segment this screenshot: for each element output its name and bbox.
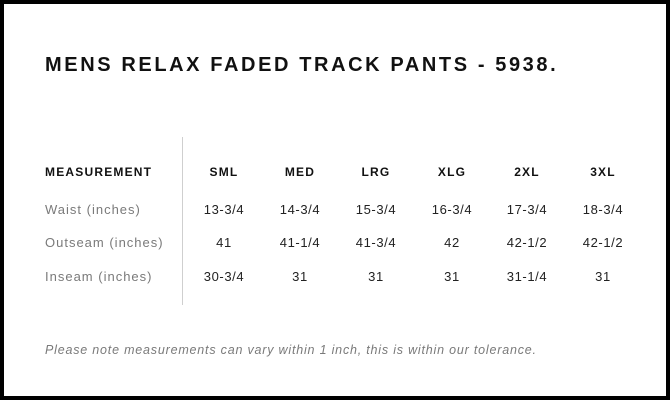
row-label: Waist (inches) — [45, 202, 141, 217]
table-cell: 17-3/4 — [506, 202, 548, 217]
header-size-sml: SML — [209, 165, 239, 179]
header-size-2xl: 2XL — [514, 165, 540, 179]
table-row-inseam — [4, 267, 666, 287]
table-cell: 15-3/4 — [355, 202, 397, 217]
table-row-waist — [4, 200, 666, 220]
header-size-med: MED — [284, 165, 316, 179]
table-cell: 31 — [368, 269, 384, 284]
table-cell: 30-3/4 — [203, 269, 245, 284]
tolerance-note: Please note measurements can vary within 1 inch, this is within our tolerance. — [45, 343, 537, 357]
table-cell: 42-1/2 — [582, 235, 624, 250]
table-row-outseam — [4, 233, 666, 253]
table-cell: 31-1/4 — [506, 269, 548, 284]
table-cell: 42-1/2 — [506, 235, 548, 250]
table-cell: 31 — [595, 269, 611, 284]
header-measurement: MEASUREMENT — [45, 165, 153, 179]
page-title: MENS RELAX FADED TRACK PANTS - 5938. — [45, 54, 559, 76]
table-cell: 16-3/4 — [431, 202, 473, 217]
table-header-row — [4, 162, 666, 182]
row-label: Outseam (inches) — [45, 235, 164, 250]
header-size-3xl: 3XL — [590, 165, 616, 179]
table-cell: 13-3/4 — [203, 202, 245, 217]
table-cell: 31 — [444, 269, 460, 284]
size-chart-card — [4, 4, 666, 396]
table-cell: 41-3/4 — [355, 235, 397, 250]
table-cell: 14-3/4 — [279, 202, 321, 217]
table-cell: 31 — [292, 269, 308, 284]
table-cell: 42 — [444, 235, 460, 250]
table-cell: 41-1/4 — [279, 235, 321, 250]
header-size-xlg: XLG — [437, 165, 467, 179]
header-size-lrg: LRG — [361, 165, 391, 179]
table-cell: 18-3/4 — [582, 202, 624, 217]
table-cell: 41 — [216, 235, 232, 250]
row-label: Inseam (inches) — [45, 269, 153, 284]
